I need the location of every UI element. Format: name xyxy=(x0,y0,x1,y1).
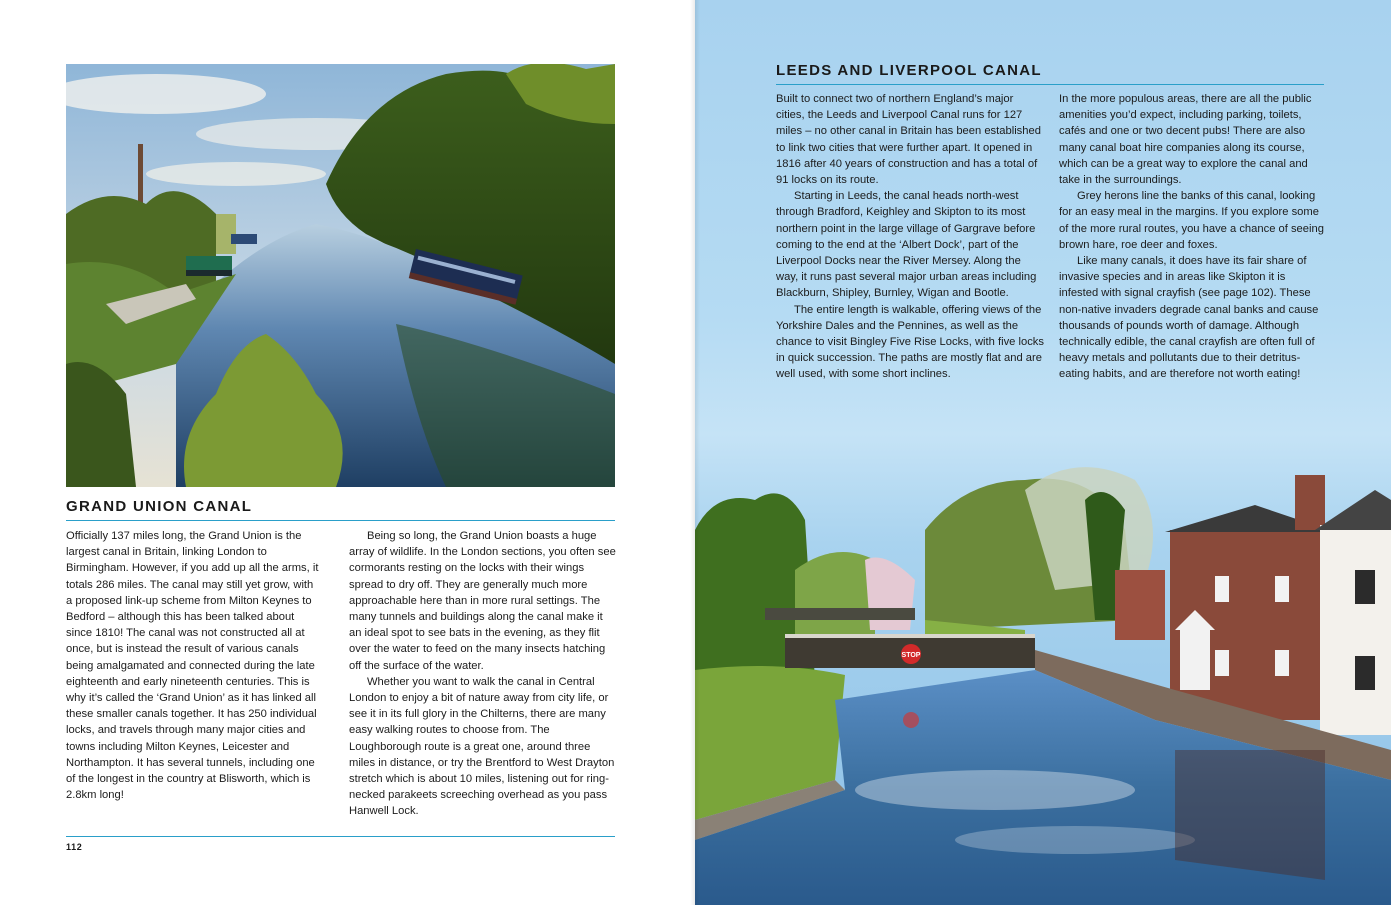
paragraph: Grey herons line the banks of this canal, looking for an easy meal in the margins. If you explore some of the more rural routes, you have a chance of seeing brown hare, roe deer and foxes. xyxy=(1059,190,1324,251)
title-rule xyxy=(776,84,1324,85)
leeds-liverpool-title: LEEDS AND LIVERPOOL CANAL xyxy=(776,62,1042,79)
left-page xyxy=(0,0,695,905)
paragraph: Starting in Leeds, the canal heads north-west through Bradford, Keighley and Skipton to its most northern point in the large village of Gargrave before coming to the end at the ‘Albert Dock’, part of the Liverpool Docks near the River Mersey. Along the way, it runs past several major urban areas including Blackburn, Shipley, Burnley, Wigan and Bootle. xyxy=(776,190,1037,300)
book-gutter xyxy=(690,0,700,905)
grand-union-title: GRAND UNION CANAL xyxy=(66,498,253,515)
stop-sign: STOP xyxy=(901,652,921,659)
paragraph: Like many canals, it does have its fair share of invasive species and in areas like Skipton it is infested with signal crayfish (see page 102). These non-native invaders degrade canal banks and cause thousands of pounds worth of damage. Although technically edible, the canal crayfish are often full of heavy metals and pollutants due to their detritus-eating habits, and are therefore not worth eating! xyxy=(1059,255,1319,381)
grand-union-column-1 xyxy=(66,528,322,803)
paragraph: Whether you want to walk the canal in Central London to enjoy a bit of nature away from city life, or see it in its full glory in the Chilterns, there are many easy walking routes to choose from. The Loughborough route is a great one, around three miles in distance, or try the Brentford to West Drayton stretch which is about 10 miles, listening out for ring-necked parakeets screeching overhead as you pass Hanwell Lock. xyxy=(349,675,615,818)
paragraph: Built to connect two of northern England’s major cities, the Leeds and Liverpool Canal runs for 127 miles – no other canal in Britain has been established to link two cities that were further apart. It opened in 1816 after 40 years of construction and has a total of 91 locks on its route. xyxy=(776,93,1041,187)
title-rule xyxy=(66,520,615,521)
right-page xyxy=(695,0,1391,905)
paragraph: Officially 137 miles long, the Grand Union is the largest canal in Britain, linking London to Birmingham. However, if you add up all the arms, it totals 286 miles. The canal may still yet grow, with a proposed link-up scheme from Milton Keynes to Bedford – although this has been talked about since 1810! The canal was not constructed all at once, but is instead the result of various canals being amalgamated and connected during the late eighteenth and early nineteenth centuries. This is why it’s called the ‘Grand Union’ as it has linked all these smaller canals together. It has 250 individual locks, and travels through many major cities and towns including Milton Keynes, Leicester and Northampton. It has several tunnels, including one of the longest in the country at Blisworth, which is 2.8km long! xyxy=(66,530,319,802)
grand-union-column-2 xyxy=(349,528,617,820)
footer-rule xyxy=(66,836,615,837)
leeds-liverpool-column-2 xyxy=(1059,91,1325,383)
page-number: 112 xyxy=(66,842,83,852)
leeds-liverpool-locks-photo xyxy=(695,420,1391,905)
paragraph: Being so long, the Grand Union boasts a huge array of wildlife. In the London sections, you often see cormorants resting on the locks with their wings spread to dry off. They are generally much more approachable here than in more rural settings. The many tunnels and buildings along the canal make it an ideal spot to see bats in the evening, as they flit over the water to feed on the many insects hatching off the surface of the water. xyxy=(349,530,616,672)
leeds-liverpool-column-1 xyxy=(776,91,1044,383)
paragraph: The entire length is walkable, offering views of the Yorkshire Dales and the Pennines, as well as the chance to visit Bingley Five Rise Locks, with five locks in quick succession. The paths are mostly flat and are well used, with some short inclines. xyxy=(776,303,1044,381)
paragraph: In the more populous areas, there are all the public amenities you’d expect, including parking, toilets, cafés and one or two decent pubs! There are also many canal boat hire companies along its course, which can be a great way to explore the canal and take in the surroundings. xyxy=(1059,93,1312,187)
grand-union-canal-photo xyxy=(66,64,615,487)
